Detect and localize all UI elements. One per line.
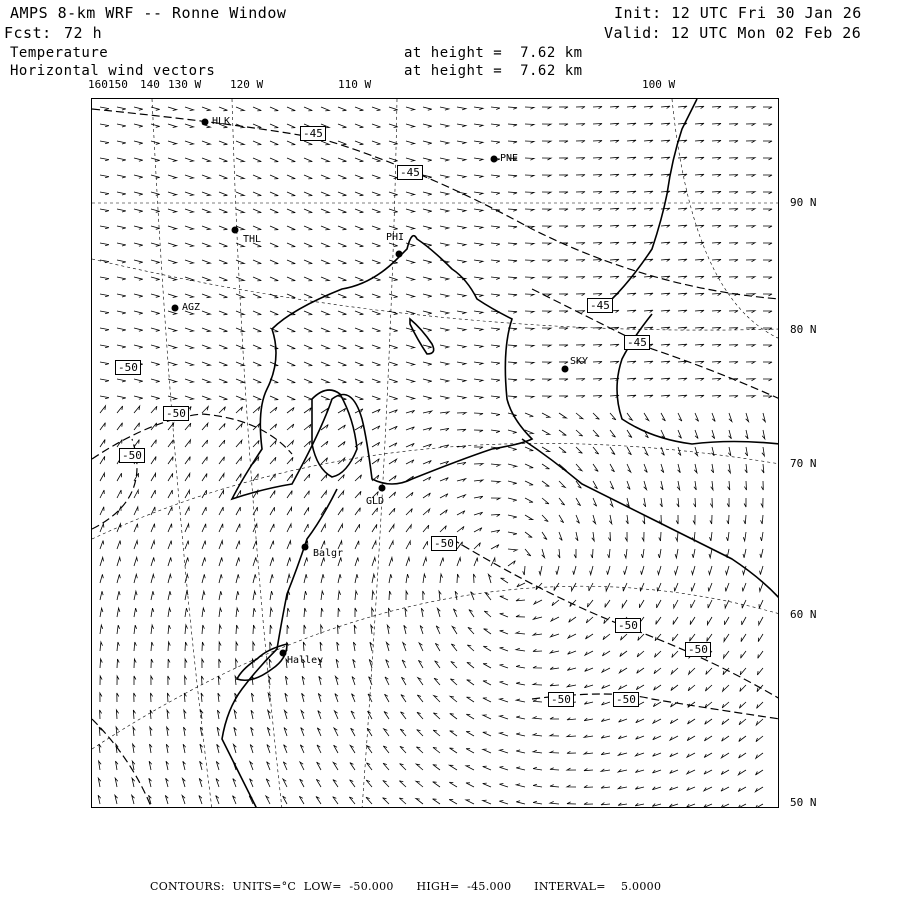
lon-label-110: 110 W bbox=[338, 78, 372, 91]
contour-label-minus45-c: -45 bbox=[587, 298, 613, 313]
field-wind-height: at height = 7.62 km bbox=[404, 63, 583, 79]
station-marker-6 bbox=[379, 485, 386, 492]
temperature-contours bbox=[92, 109, 779, 808]
station-marker-2 bbox=[232, 227, 239, 234]
coastline-berkner-island bbox=[312, 390, 357, 477]
map-panel bbox=[91, 98, 779, 808]
station-label-hlk: HLK bbox=[212, 116, 231, 127]
coastline-antarctic-peninsula bbox=[522, 439, 779, 599]
field-temperature: Temperature bbox=[10, 45, 109, 61]
station-marker-1 bbox=[491, 156, 498, 163]
contour-label-minus45-d: -45 bbox=[624, 335, 650, 350]
contour-label-minus50-e: -50 bbox=[615, 618, 641, 633]
contour-label-minus50-g: -50 bbox=[548, 692, 574, 707]
station-label-thl: THL bbox=[243, 234, 262, 245]
lat-label-70: 70 N bbox=[790, 457, 817, 470]
station-label-agz: AGZ bbox=[182, 302, 201, 313]
lon-label-160: 160 bbox=[88, 78, 108, 91]
lon-label-140: 140 bbox=[140, 78, 160, 91]
station-marker-7 bbox=[302, 544, 309, 551]
lon-line-130 bbox=[152, 99, 212, 808]
station-label-sky: SKY bbox=[570, 356, 589, 367]
station-markers bbox=[172, 119, 569, 657]
contour-label-minus50-b: -50 bbox=[163, 406, 189, 421]
station-label-halley: Halley bbox=[287, 655, 324, 666]
wind-vector-field bbox=[98, 106, 772, 808]
contour-label-minus50-h: -50 bbox=[613, 692, 639, 707]
contour-label-minus45-b: -45 bbox=[397, 165, 423, 180]
station-label-phi: PHI bbox=[386, 232, 405, 243]
station-marker-4 bbox=[172, 305, 179, 312]
coastline-inner-island bbox=[410, 319, 434, 354]
contour-label-minus50-c: -50 bbox=[119, 448, 145, 463]
station-label-pne: PNE bbox=[500, 153, 519, 164]
contour-label-minus50-a: -50 bbox=[115, 360, 141, 375]
lat-label-50: 50 N bbox=[790, 796, 817, 809]
lat-line-80 bbox=[92, 259, 779, 330]
lat-line-70 bbox=[92, 443, 779, 539]
lon-label-130: 130 W bbox=[168, 78, 202, 91]
contour-minus45-east bbox=[532, 289, 779, 399]
coastline-peninsula-west bbox=[612, 99, 697, 299]
valid-time: Valid: 12 UTC Mon 02 Feb 26 bbox=[604, 24, 862, 42]
station-marker-5 bbox=[562, 366, 569, 373]
forecast-hours: 72 h bbox=[64, 24, 103, 42]
forecast-label: Fcst: bbox=[4, 24, 52, 42]
field-wind: Horizontal wind vectors bbox=[10, 63, 216, 79]
lat-label-90: 90 N bbox=[790, 196, 817, 209]
contour-label-minus45-a: -45 bbox=[300, 126, 326, 141]
station-marker-0 bbox=[202, 119, 209, 126]
lon-label-100: 100 W bbox=[642, 78, 676, 91]
lat-label-60: 60 N bbox=[790, 608, 817, 621]
station-marker-8 bbox=[280, 650, 287, 657]
lon-label-150: 150 bbox=[108, 78, 128, 91]
station-label-gld: GLD bbox=[366, 496, 385, 507]
contour-info-footer: CONTOURS: UNITS=°C LOW= -50.000 HIGH= -45.000 INTERVAL= 5.0000 bbox=[150, 880, 662, 893]
contour-label-minus50-f: -50 bbox=[685, 642, 711, 657]
station-label-balgr: Balgr bbox=[313, 548, 344, 559]
map-canvas bbox=[92, 99, 779, 808]
init-time: Init: 12 UTC Fri 30 Jan 26 bbox=[614, 4, 862, 22]
contour-minus50-sw bbox=[92, 719, 152, 808]
coastline-ronne-ice-shelf bbox=[232, 236, 532, 499]
lon-line-120 bbox=[232, 99, 282, 808]
lat-label-80: 80 N bbox=[790, 323, 817, 336]
coastline-halley-coast bbox=[237, 644, 287, 680]
field-temperature-height: at height = 7.62 km bbox=[404, 45, 583, 61]
wind-vectors bbox=[98, 106, 772, 808]
station-marker-3 bbox=[396, 251, 403, 258]
lon-label-120: 120 W bbox=[230, 78, 264, 91]
map-title: AMPS 8-km WRF -- Ronne Window bbox=[10, 4, 287, 22]
contour-label-minus50-d: -50 bbox=[431, 536, 457, 551]
lon-line-100 bbox=[672, 99, 779, 339]
contour-minus45-north bbox=[92, 109, 779, 299]
lon-line-110 bbox=[362, 99, 397, 808]
graticule bbox=[92, 99, 779, 808]
